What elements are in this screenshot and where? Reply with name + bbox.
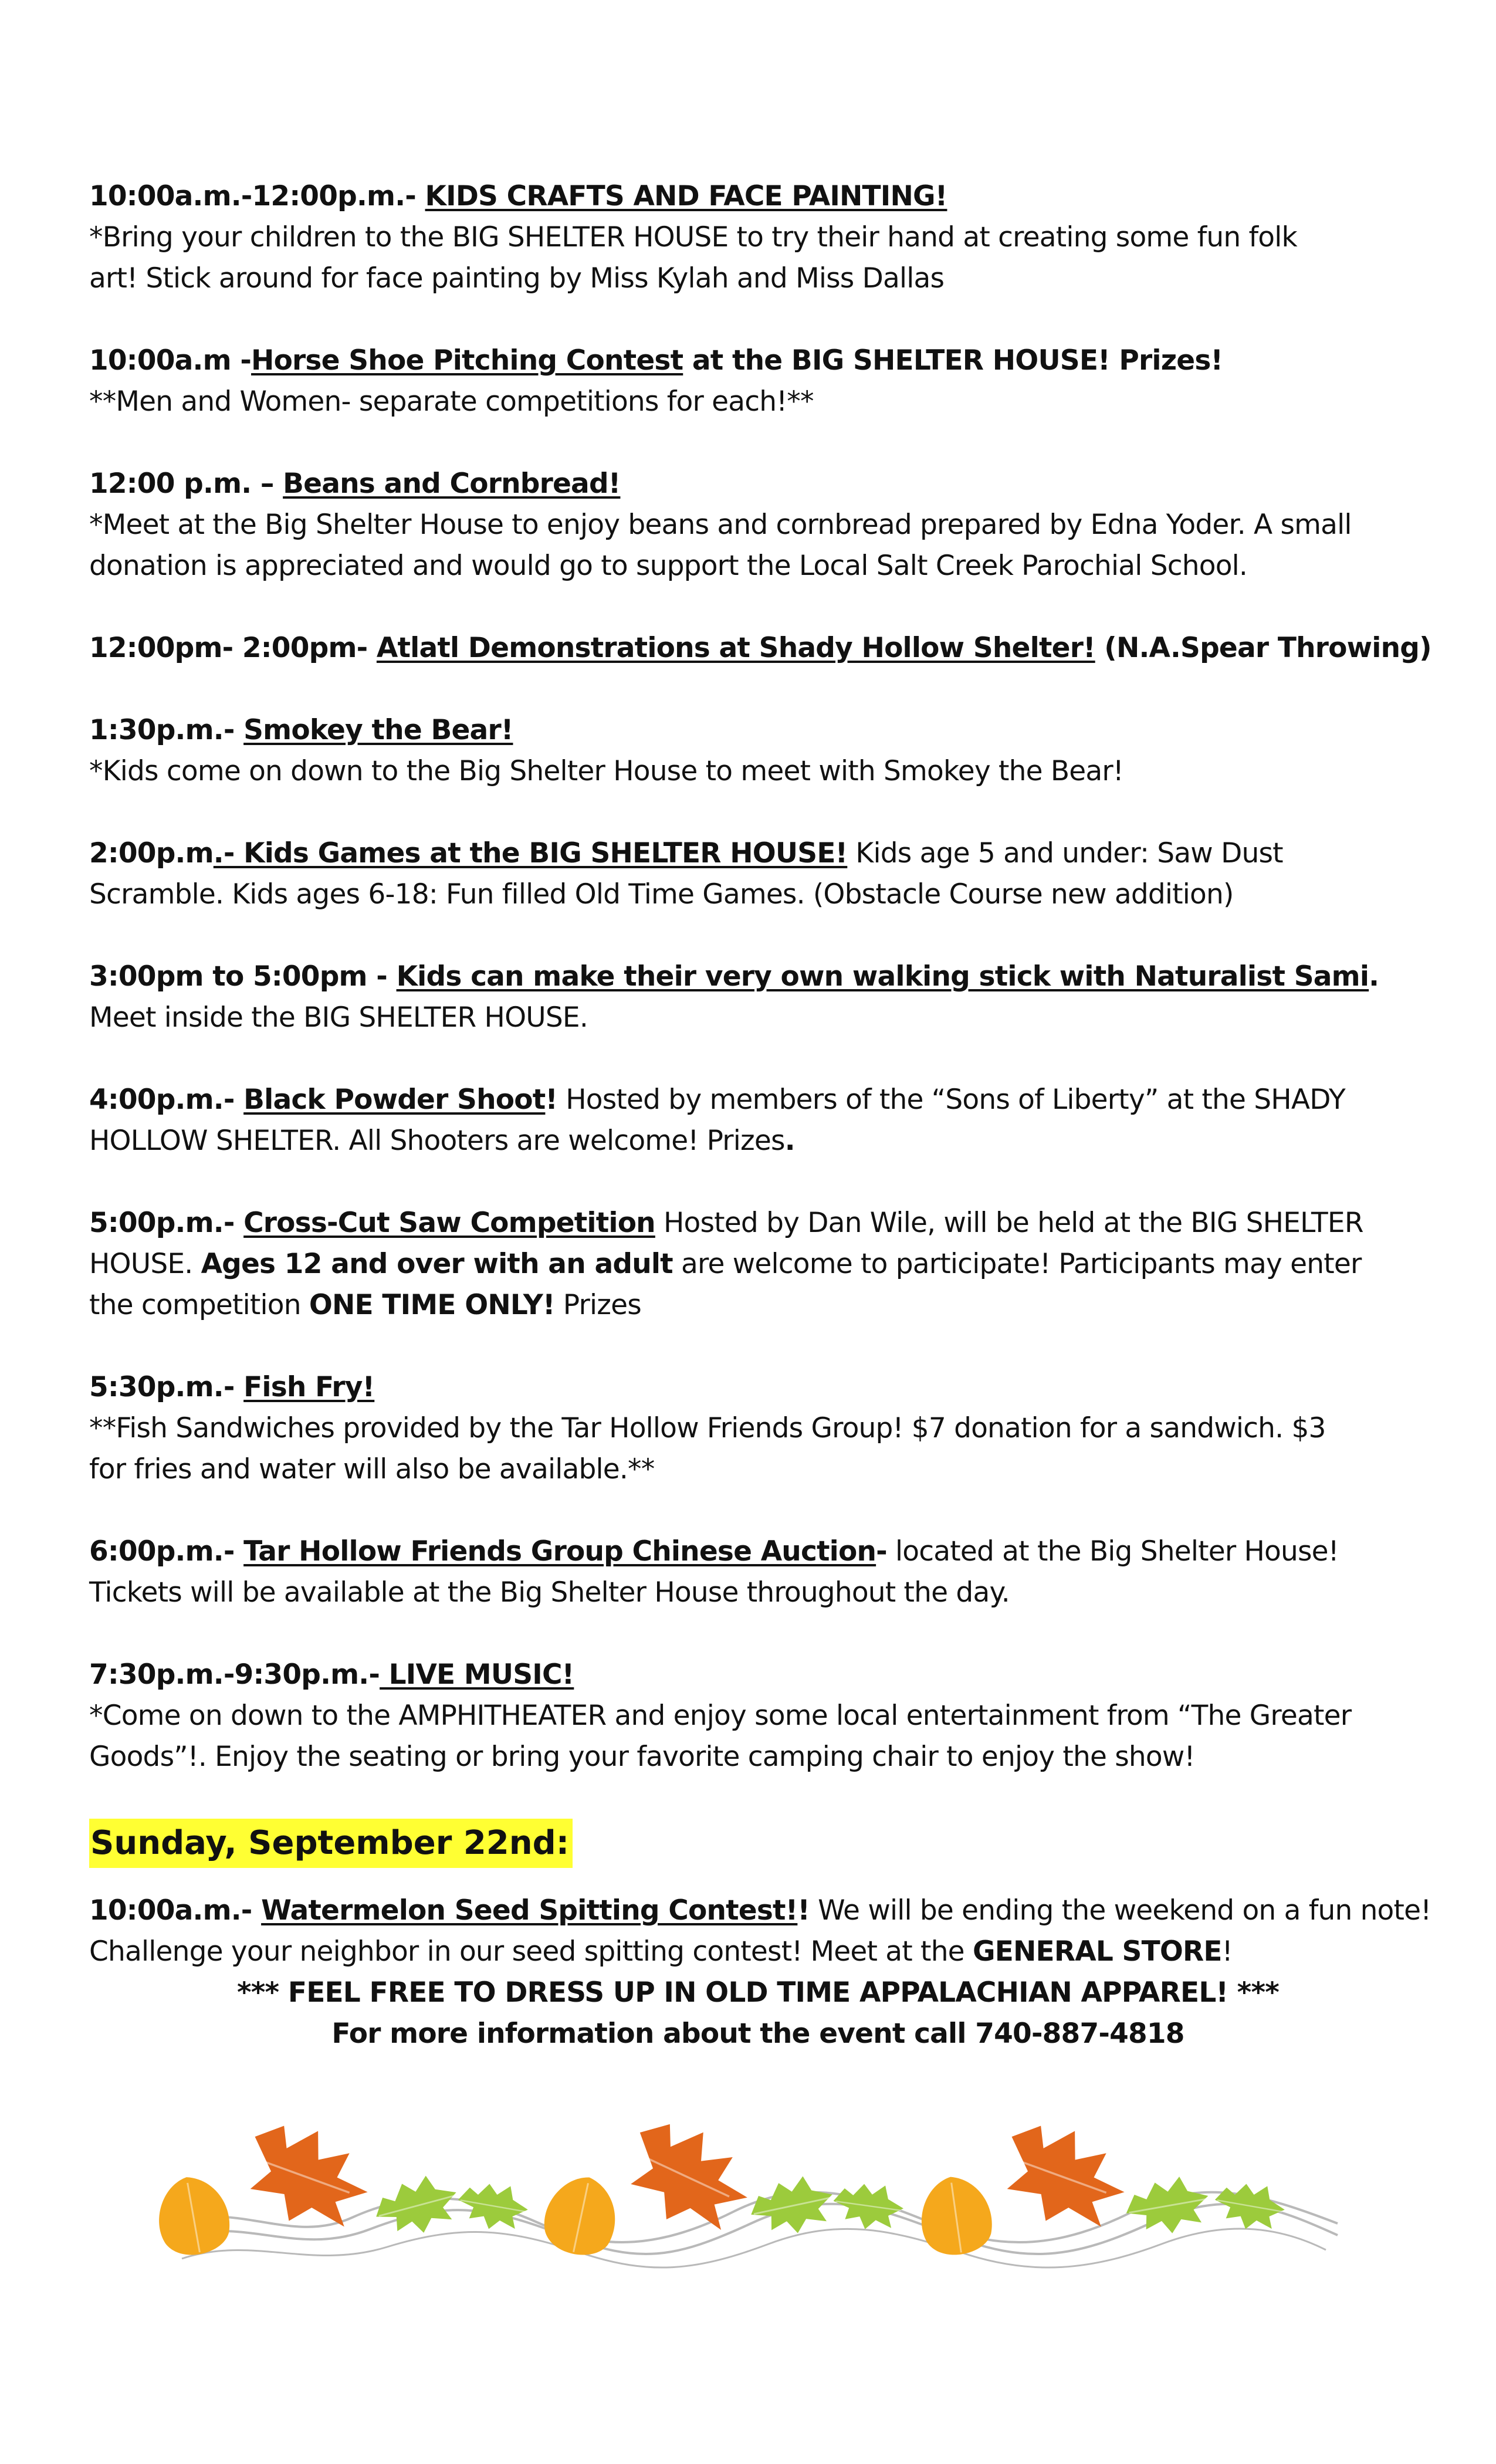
body-text: Challenge your neighbor in our seed spitting contest! Meet at the <box>89 1935 973 1968</box>
body-text: HOUSE. <box>89 1248 201 1280</box>
body-text: Hosted by members of the “Sons of Liberty” at the SHADY <box>557 1084 1345 1116</box>
bold-text: 6:00p.m.- <box>89 1535 244 1568</box>
schedule-entry <box>89 710 1427 792</box>
bold-text: 2:00p.m <box>89 837 214 869</box>
text-line <box>89 1244 1427 1285</box>
green-leaf-icon <box>454 2178 532 2235</box>
text-line <box>89 1531 1427 1572</box>
schedule-entry <box>89 176 1427 299</box>
text-line <box>89 505 1427 546</box>
text-line <box>89 1285 1427 1326</box>
bold-text: 5:00p.m.- <box>89 1207 244 1239</box>
text-line <box>89 1931 1427 1972</box>
body-text: Scramble. Kids ages 6-18: Fun filled Old Time Games. (Obstacle Course new addition) <box>89 878 1234 911</box>
text-line <box>89 1695 1427 1737</box>
event-title: .- Kids Games at the BIG SHELTER HOUSE! <box>213 837 848 869</box>
bold-text: . <box>1369 960 1379 993</box>
schedule-entry <box>89 1203 1427 1326</box>
orange-leaf-icon <box>989 2124 1138 2243</box>
bold-text: ! <box>797 1894 810 1927</box>
text-line <box>89 1203 1427 1244</box>
text-line <box>89 176 1427 217</box>
schedule-entry <box>89 340 1427 422</box>
text-line <box>89 340 1427 381</box>
text-line <box>89 463 1427 505</box>
text-line <box>89 628 1431 669</box>
text-line <box>89 381 1427 422</box>
autumn-leaf-border <box>158 2124 1343 2276</box>
schedule-entry <box>89 1079 1427 1162</box>
body-text: Kids age 5 and under: Saw Dust <box>847 837 1283 869</box>
text-line <box>89 258 1427 299</box>
bold-text: ! <box>545 1084 558 1116</box>
body-text: HOLLOW SHELTER. All Shooters are welcome! Prizes <box>89 1125 785 1157</box>
dress-up-note: *** FEEL FREE TO DRESS UP IN OLD TIME APPALACHIAN APPAREL! *** <box>236 1976 1279 2009</box>
green-leaf-icon <box>746 2171 839 2242</box>
body-text: located at the Big Shelter House! <box>886 1535 1339 1568</box>
body-text: We will be ending the weekend on a fun note! <box>810 1894 1431 1927</box>
event-title: Cross-Cut Saw Competition <box>243 1207 655 1239</box>
event-title: Atlatl Demonstrations at Shady Hollow Shelter! <box>376 632 1095 664</box>
bold-text: at the BIG SHELTER HOUSE! Prizes! <box>683 344 1223 377</box>
text-line <box>89 546 1427 587</box>
contact-info: For more information about the event call 740-887-4818 <box>331 2018 1184 2050</box>
text-line <box>89 1079 1427 1121</box>
text-line <box>89 1449 1427 1490</box>
bold-text: 12:00 p.m. – <box>89 468 283 500</box>
schedule-entry <box>89 1531 1427 1613</box>
yellow-leaf-icon <box>539 2170 624 2261</box>
text-line <box>89 751 1427 792</box>
event-title: Tar Hollow Friends Group Chinese Auction <box>243 1535 876 1568</box>
schedule-entry <box>89 956 1427 1038</box>
green-leaf-icon <box>369 2169 464 2244</box>
event-title: Black Powder Shoot <box>243 1084 546 1116</box>
schedule-entry <box>89 1367 1427 1490</box>
body-text: Meet inside the BIG SHELTER HOUSE. <box>89 1001 588 1034</box>
text-line <box>89 1408 1427 1449</box>
bold-text: GENERAL STORE <box>972 1935 1222 1968</box>
text-line <box>89 833 1427 874</box>
text-line <box>89 1654 1427 1695</box>
text-line <box>89 217 1427 258</box>
event-title: LIVE MUSIC! <box>380 1659 574 1691</box>
event-title: Watermelon Seed Spitting Contest! <box>261 1894 798 1927</box>
sunday-entry <box>89 1890 1431 1972</box>
text-line <box>89 1121 1427 1162</box>
bold-text: 1:30p.m.- <box>89 714 244 746</box>
body-text: **Men and Women- separate competitions for each!** <box>89 385 814 418</box>
bold-text: Ages 12 and over with an adult <box>201 1248 673 1280</box>
bold-text: 10:00a.m.-12:00p.m.- <box>89 180 425 212</box>
schedule-entry <box>89 833 1427 915</box>
body-text: Tickets will be available at the Big Shelter House throughout the day. <box>89 1576 1010 1609</box>
text-line <box>89 1572 1427 1613</box>
schedule-entry <box>89 1654 1427 1778</box>
body-text: ! <box>1221 1935 1233 1968</box>
yellow-leaf-icon <box>158 2171 234 2260</box>
body-text: *Meet at the Big Shelter House to enjoy beans and cornbread prepared by Edna Yoder. A small <box>89 509 1352 541</box>
text-line <box>89 1890 1431 1931</box>
event-title: Kids can make their very own walking stick with Naturalist Sami <box>396 960 1369 993</box>
body-text: are welcome to participate! Participants may enter <box>672 1248 1362 1280</box>
bold-text: (N.A.Spear Throwing) <box>1095 632 1431 664</box>
bold-text: 12:00pm- 2:00pm- <box>89 632 377 664</box>
bold-text: - <box>876 1535 887 1568</box>
event-title: KIDS CRAFTS AND FACE PAINTING! <box>425 180 947 212</box>
leaf-group <box>158 2124 1288 2261</box>
body-text: donation is appreciated and would go to support the Local Salt Creek Parochial School. <box>89 550 1248 582</box>
body-text: the competition <box>89 1289 309 1321</box>
event-schedule <box>89 176 1431 2055</box>
body-text: for fries and water will also be available.** <box>89 1453 655 1485</box>
green-leaf-icon <box>830 2179 906 2234</box>
body-text: *Bring your children to the BIG SHELTER HOUSE to try their hand at creating some fun folk <box>89 221 1297 253</box>
event-title: Horse Shoe Pitching Contest <box>251 344 683 377</box>
body-text: Prizes <box>554 1289 641 1321</box>
bold-text: 10:00a.m.- <box>89 1894 262 1927</box>
bold-text: 4:00p.m.- <box>89 1084 244 1116</box>
text-line <box>89 874 1427 915</box>
event-title: Fish Fry! <box>243 1371 375 1403</box>
body-text: *Come on down to the AMPHITHEATER and enjoy some local entertainment from “The Greater <box>89 1700 1352 1732</box>
text-line <box>89 997 1427 1038</box>
bold-text: 10:00a.m - <box>89 344 252 377</box>
bold-text: ONE TIME ONLY! <box>309 1289 555 1321</box>
text-line <box>89 1737 1427 1778</box>
bold-text: 5:30p.m.- <box>89 1371 244 1403</box>
body-text: Hosted by Dan Wile, will be held at the BIG SHELTER <box>655 1207 1363 1239</box>
text-line <box>89 1367 1427 1408</box>
schedule-entry <box>89 463 1427 587</box>
sunday-section <box>89 1819 1431 2055</box>
event-title: Smokey the Bear! <box>243 714 513 746</box>
bold-text: 7:30p.m.-9:30p.m.- <box>89 1659 380 1691</box>
schedule-entry <box>89 628 1431 669</box>
text-line <box>89 956 1427 997</box>
body-text: **Fish Sandwiches provided by the Tar Hollow Friends Group! $7 donation for a sandwich. $3 <box>89 1412 1326 1444</box>
body-text: Goods”!. Enjoy the seating or bring your favorite camping chair to enjoy the show! <box>89 1741 1195 1773</box>
body-text: art! Stick around for face painting by Miss Kylah and Miss Dallas <box>89 262 945 295</box>
green-leaf-icon <box>1211 2178 1288 2235</box>
orange-leaf-icon <box>232 2124 381 2243</box>
saturday-entries <box>89 176 1431 1778</box>
text-line <box>89 710 1427 751</box>
bold-text: . <box>784 1125 795 1157</box>
body-text: *Kids come on down to the Big Shelter House to meet with Smokey the Bear! <box>89 755 1123 787</box>
sunday-heading: Sunday, September 22nd: <box>89 1819 573 1868</box>
event-title: Beans and Cornbread! <box>283 468 621 500</box>
bold-text: 3:00pm to 5:00pm - <box>89 960 397 993</box>
